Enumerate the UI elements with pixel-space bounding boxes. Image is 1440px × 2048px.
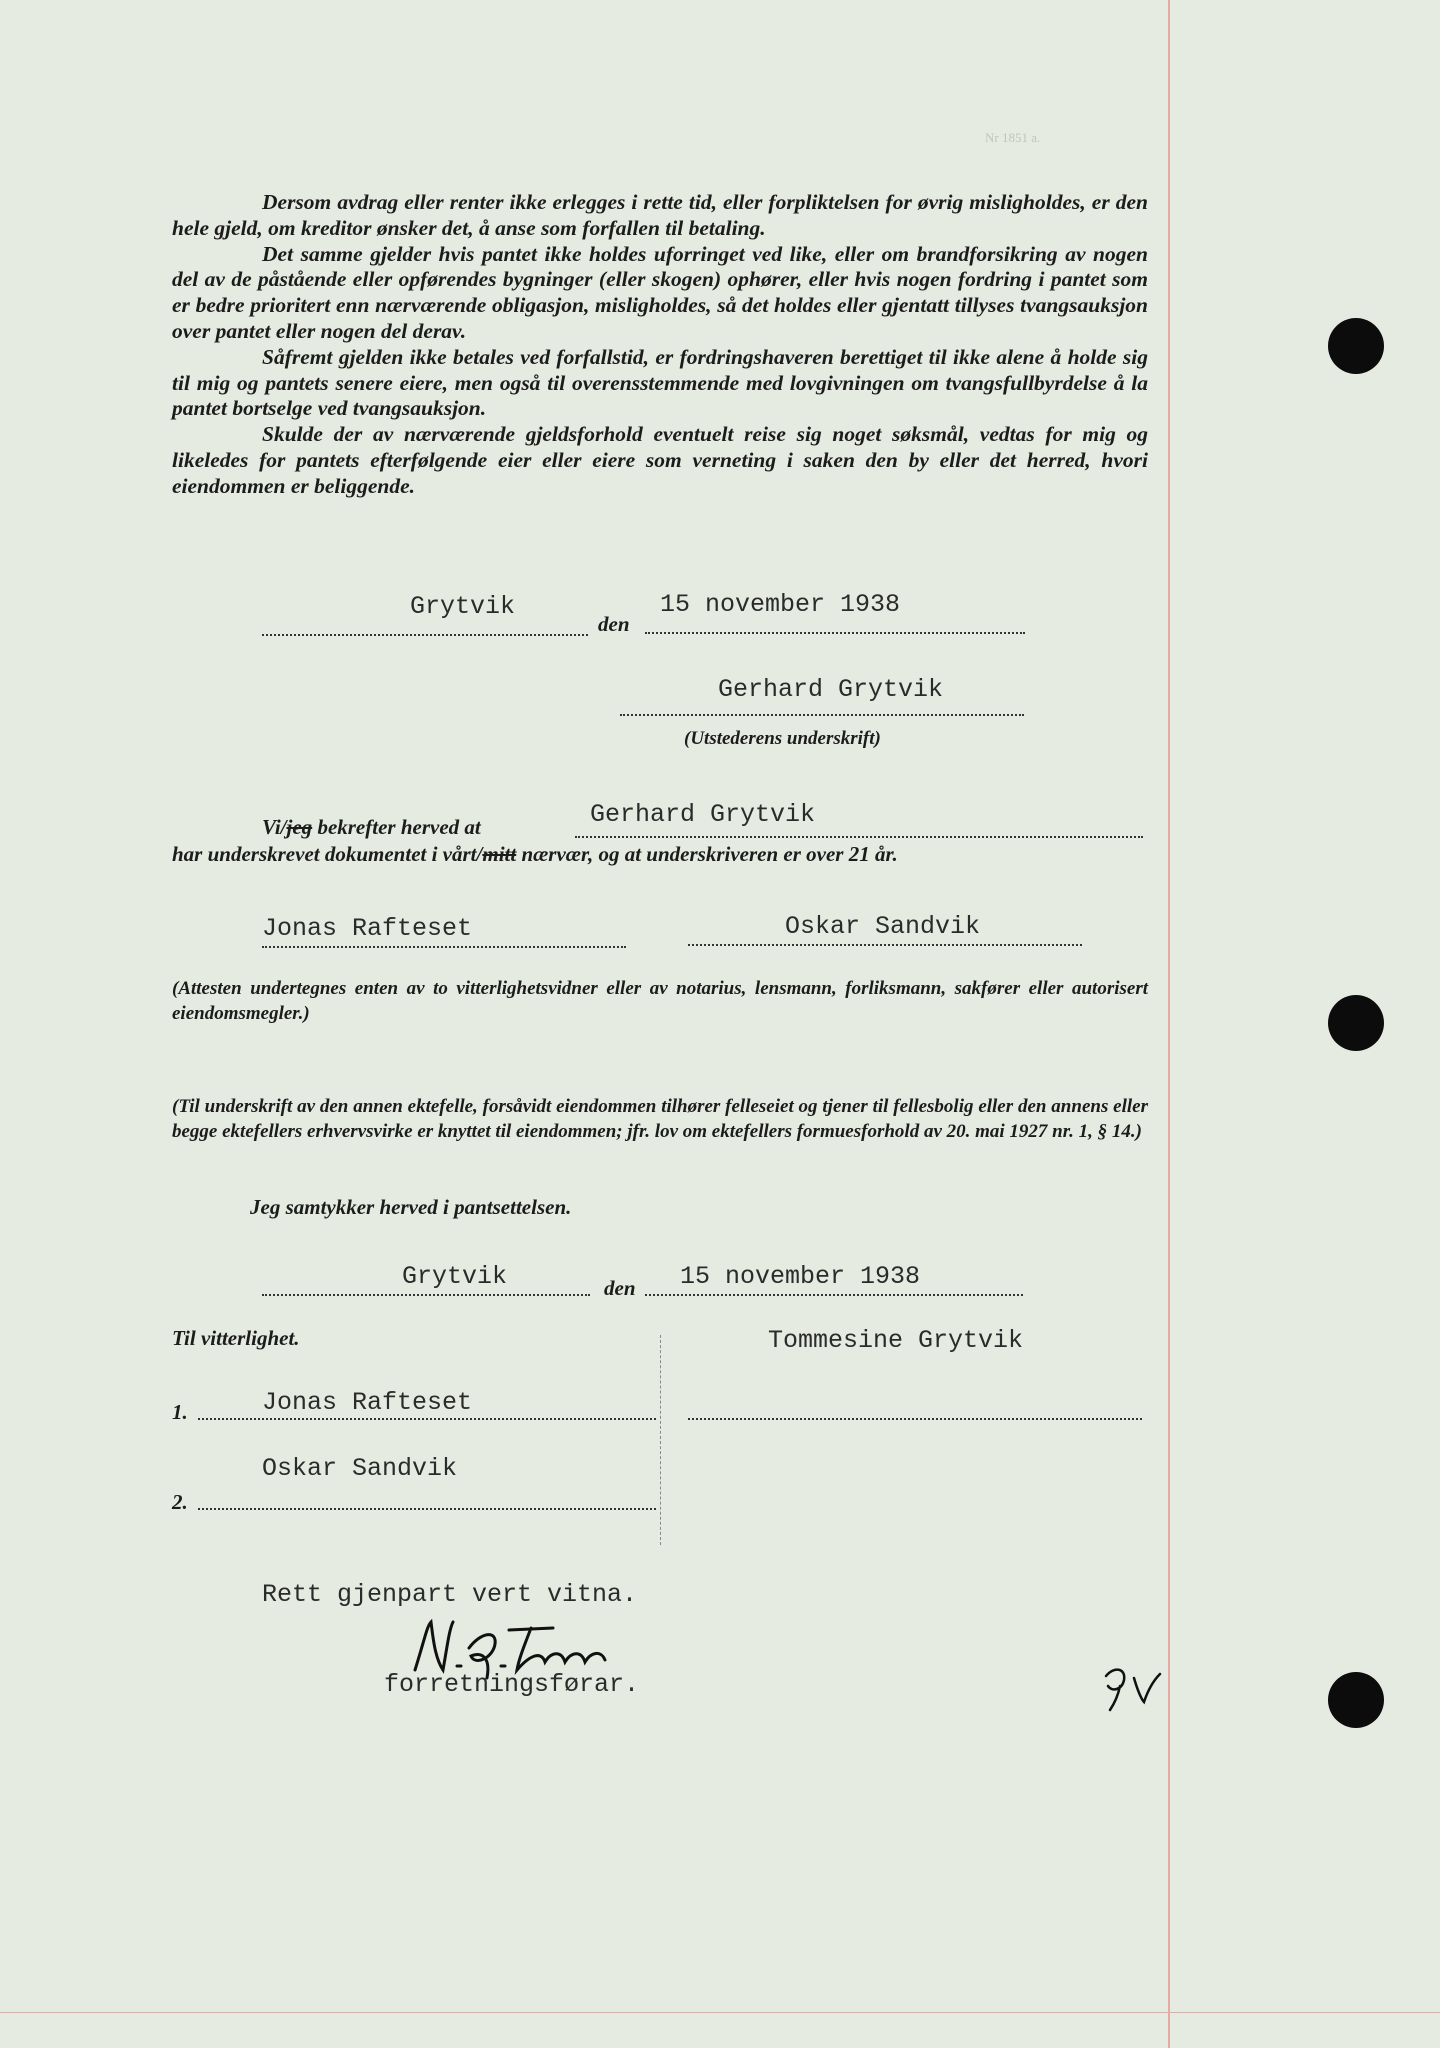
den-label-1: den [598, 612, 630, 636]
date-2-dotted-line [645, 1294, 1023, 1296]
witness-number-2: 2. [172, 1490, 188, 1514]
den-label-2: den [604, 1276, 636, 1300]
witness-number-1: 1. [172, 1400, 188, 1424]
witness-confirm-line-1: Vi/jeg bekrefter herved at [262, 815, 481, 839]
punch-hole-icon [1328, 318, 1384, 374]
initials-mark-icon [1098, 1658, 1168, 1718]
place-2-dotted-line [262, 1294, 590, 1296]
clause-paragraph-2: Det samme gjelder hvis pantet ikke holdes uforringet ved like, eller om brandforsikring av nogen del av de påstående eller opførendes bygninger (eller skogen) ophører, eller hvis nogen fordring i pantet som er bedre prioritert enn nærværende obligasjon, misligholdes, så det holdes eller gjentatt tillyses tvangsauksjon over pantet eller nogen del derav. [172, 241, 1148, 343]
issuer-signature: Gerhard Grytvik [718, 675, 944, 704]
clause-paragraph-3: Såfremt gjelden ikke betales ved forfallstid, er fordringshaveren berettiget til ikke alene å holde sig til mig og pantets senere eiere, men også til overensstemmende med lovgivningen om tvangsfullbyrdelse å la pantet bortselge ved tvangsauksjon. [172, 344, 1148, 421]
red-margin-line [1168, 0, 1170, 2048]
vitterlighet-line-2 [198, 1508, 656, 1510]
form-number: Nr 1851 a. [985, 130, 1041, 145]
signer-dotted-line [575, 836, 1143, 838]
vitterlighet-line-1 [198, 1418, 656, 1420]
witness-2-signature: Oskar Sandvik [785, 912, 981, 941]
date-1: 15 november 1938 [660, 590, 901, 619]
punch-hole-icon [1328, 995, 1384, 1051]
issuer-caption: (Utstederens underskrift) [684, 728, 881, 749]
clause-text [172, 190, 1148, 500]
place-1: Grytvik [410, 592, 516, 621]
vitterlighet-witness-2: Oskar Sandvik [262, 1454, 458, 1483]
witness-confirm-line-2: har underskrevet dokumentet i vårt/mitt nærvær, og at underskriveren er over 21 år. [172, 842, 898, 866]
confirmed-signer-name: Gerhard Grytvik [590, 800, 816, 829]
witness-1-signature: Jonas Rafteset [262, 914, 473, 943]
bottom-margin-line [0, 2012, 1440, 2013]
date-dotted-line [645, 632, 1025, 634]
place-2: Grytvik [402, 1262, 508, 1291]
vertical-dashed-divider [660, 1335, 661, 1545]
date-2: 15 november 1938 [680, 1262, 921, 1291]
certification-text: Rett gjenpart vert vitna. [262, 1580, 638, 1609]
spouse-note: (Til underskrift av den annen ektefelle, forsåvidt eiendommen tilhører felleseiet og tjener til fellesbolig eller den annens eller begge ektefellers erhvervsvirke er knyttet til eiendommen; jfr. lov om ektefellers formuesforhold av 20. mai 1927 nr. 1, § 14.) [172, 1096, 1148, 1142]
punch-hole-icon [1328, 1672, 1384, 1728]
place-dotted-line [262, 634, 588, 636]
witness-2-line [688, 944, 1082, 946]
witness-1-line [262, 946, 626, 948]
clause-paragraph-1: Dersom avdrag eller renter ikke erlegges i rette tid, eller forpliktelsen for øvrig misligholdes, er den hele gjeld, om kreditor ønsker det, å anse som forfallen til betaling. [172, 190, 1148, 240]
spouse-signature-line [688, 1418, 1142, 1420]
vitterlighet-witness-1: Jonas Rafteset [262, 1388, 473, 1417]
witness-section-label: Til vitterlighet. [172, 1326, 300, 1350]
certification-title: forretningsførar. [384, 1670, 640, 1699]
clause-paragraph-4: Skulde der av nærværende gjeldsforhold eventuelt reise sig noget søksmål, vedtas for mig og likeledes for pantets efterfølgende eier eller eiere som verneting i saken den by eller det herred, hvori eiendommen er beliggende. [172, 422, 1148, 498]
attest-note: (Attesten undertegnes enten av to vitterlighetsvidner eller av notarius, lensmann, forliksmann, sakfører eller autorisert eiendomsmegler.) [172, 978, 1148, 1024]
consent-statement: Jeg samtykker herved i pantsettelsen. [250, 1195, 572, 1219]
issuer-signature-line [620, 714, 1024, 716]
spouse-signature: Tommesine Grytvik [768, 1326, 1024, 1355]
